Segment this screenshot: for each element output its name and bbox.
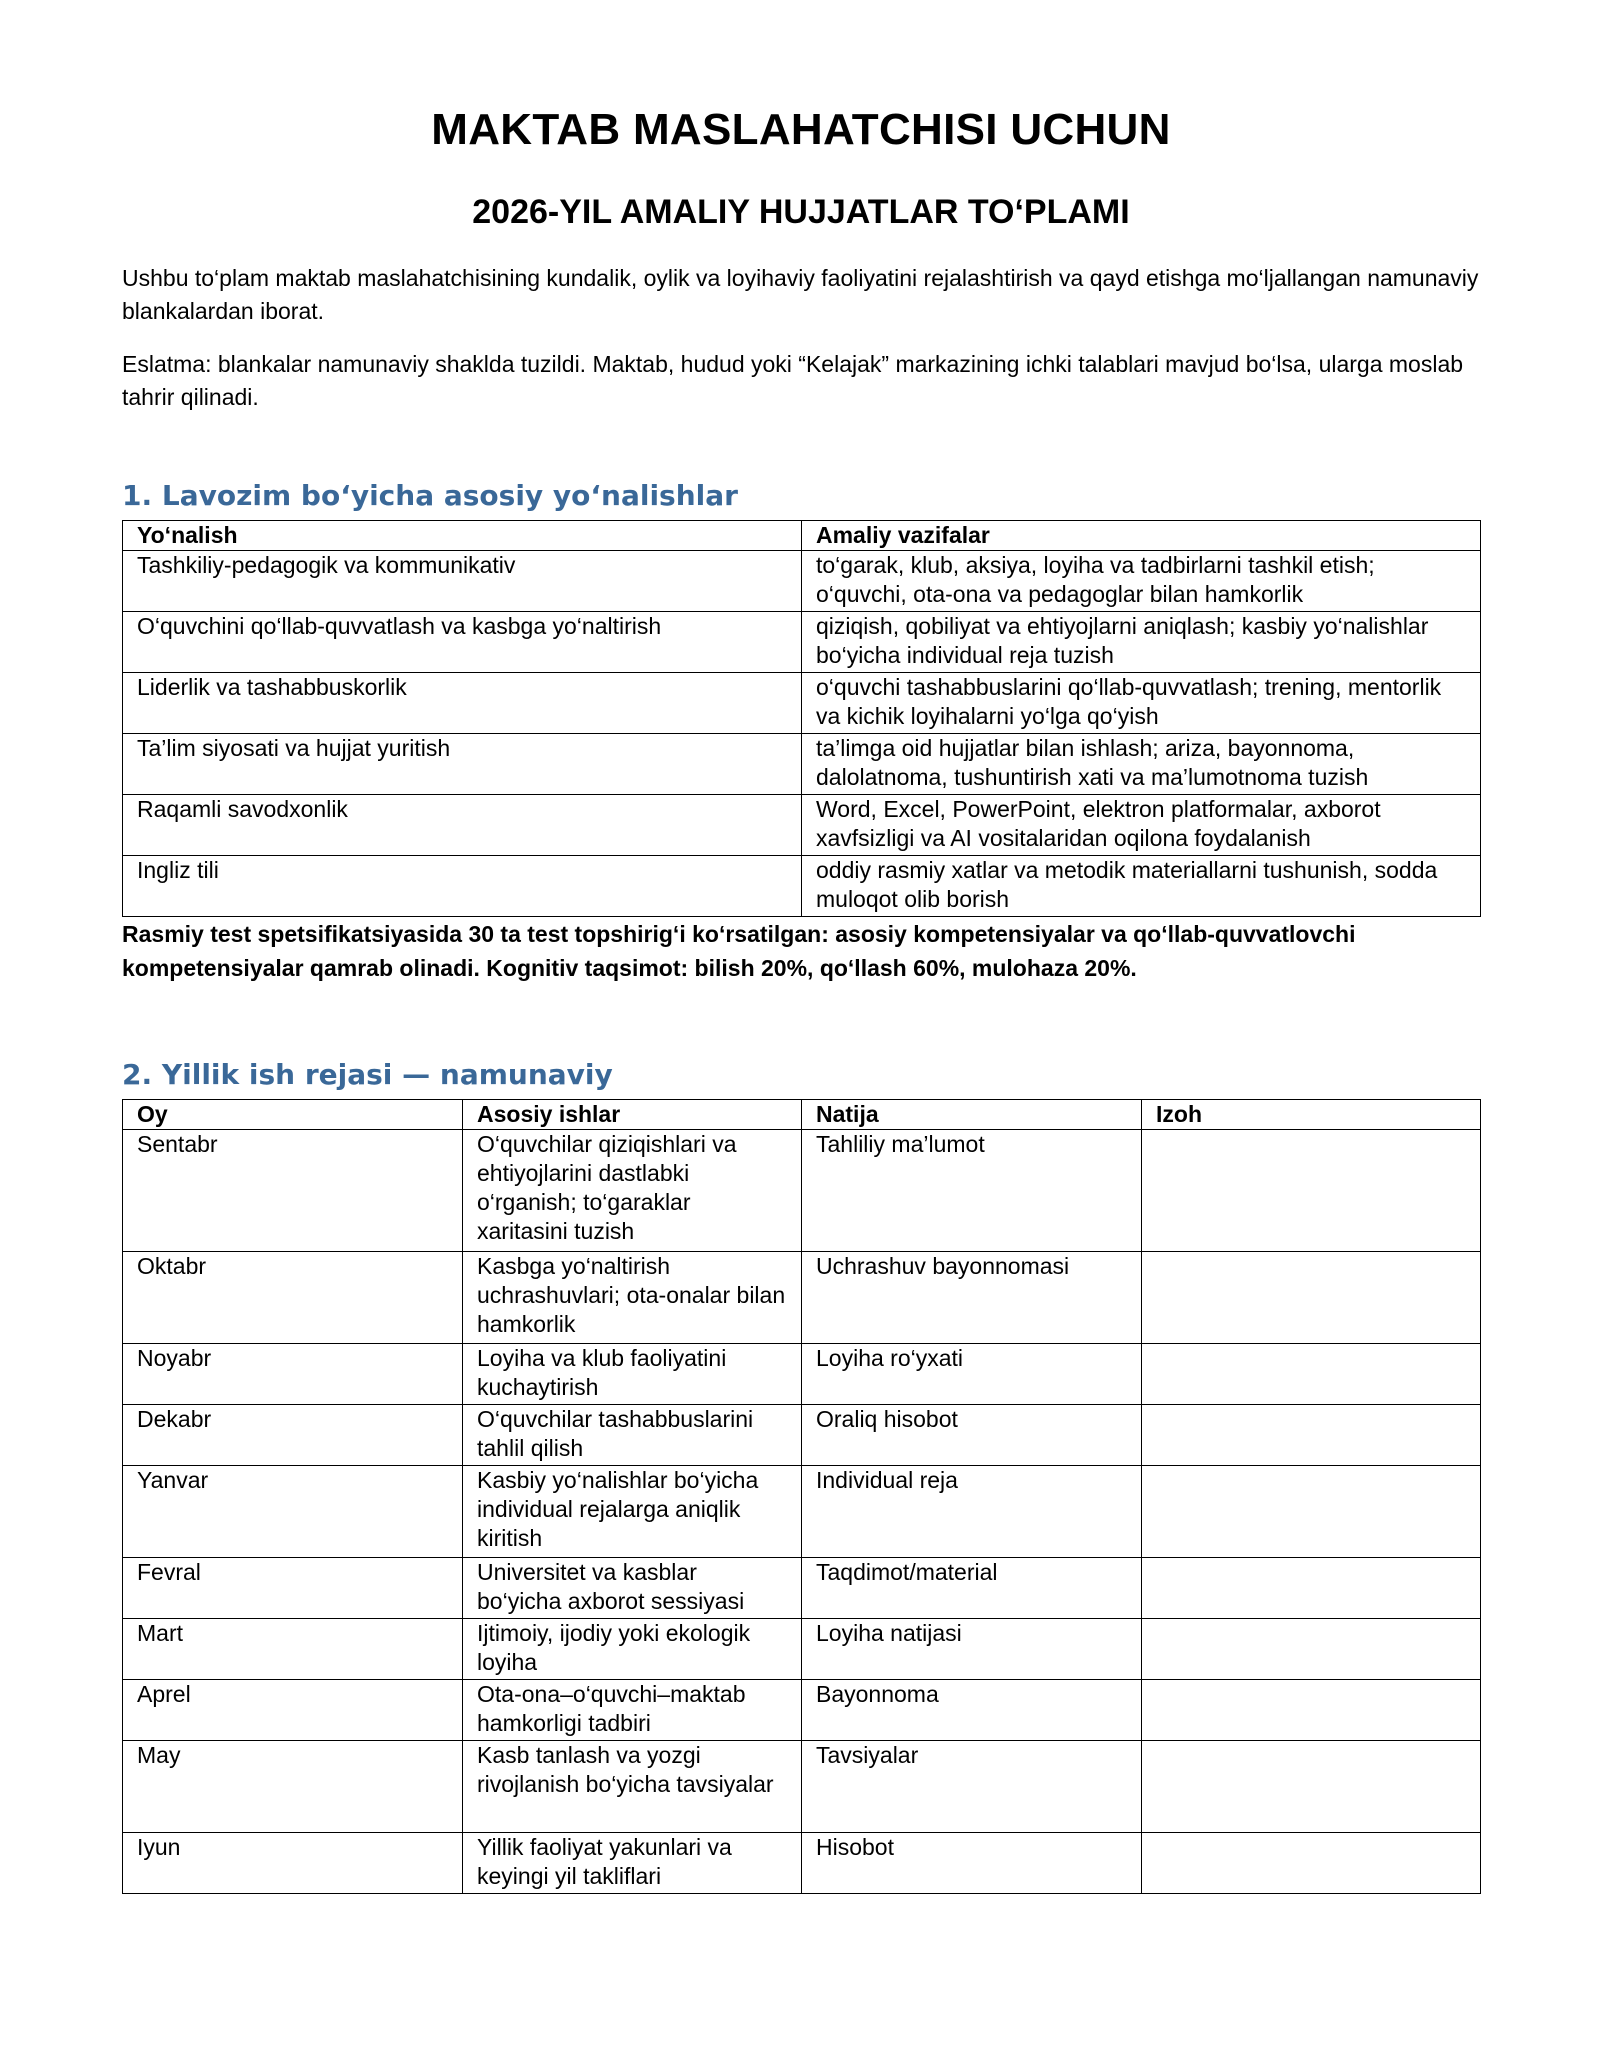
table-cell: Universitet va kasblar bo‘yicha axborot sessiyasi: [463, 1558, 802, 1619]
table-cell: to‘garak, klub, aksiya, loyiha va tadbirlarni tashkil etish; o‘quvchi, ota-ona va pedagoglar bilan hamkorlik: [802, 551, 1481, 612]
table-cell: [1142, 1252, 1481, 1344]
table-row: [123, 1344, 1481, 1405]
table-cell: Kasbiy yo‘nalishlar bo‘yicha individual rejalarga aniqlik kiritish: [463, 1466, 802, 1558]
table-cell: Aprel: [123, 1680, 463, 1741]
table-cell: Noyabr: [123, 1344, 463, 1405]
table-cell: Yanvar: [123, 1466, 463, 1558]
table-row: [123, 551, 1481, 612]
table-row: [123, 795, 1481, 856]
table-cell: Bayonnoma: [802, 1680, 1142, 1741]
table-row: [123, 1680, 1481, 1741]
table-row: [123, 1833, 1481, 1894]
table-cell: Yillik faoliyat yakunlari va keyingi yil takliflari: [463, 1833, 802, 1894]
table-cell: Hisobot: [802, 1833, 1142, 1894]
table-cell: Kasb tanlash va yozgi rivojlanish bo‘yicha tavsiyalar: [463, 1741, 802, 1833]
test-specification-note: Rasmiy test spetsifikatsiyasida 30 ta test topshirig‘i ko‘rsatilgan: asosiy kompetensiyalar va qo‘llab-quvvatlovchi kompetensiyalar qamrab olinadi. Kognitiv taqsimot: bilish 20%, qo‘llash 60%, mulohaza 20%.: [122, 921, 1356, 981]
table-cell: Ota-ona–o‘quvchi–maktab hamkorligi tadbiri: [463, 1680, 802, 1741]
table-cell: O‘quvchilar tashabbuslarini tahlil qilish: [463, 1405, 802, 1466]
table-cell: Tashkiliy-pedagogik va kommunikativ: [123, 551, 802, 612]
table-cell: [1142, 1344, 1481, 1405]
table-cell: [1142, 1833, 1481, 1894]
table-cell: Kasbga yo‘naltirish uchrashuvlari; ota-onalar bilan hamkorlik: [463, 1252, 802, 1344]
table-cell: oddiy rasmiy xatlar va metodik materiallarni tushunish, sodda muloqot olib borish: [802, 856, 1481, 917]
table-cell: Tavsiyalar: [802, 1741, 1142, 1833]
annual-plan-table: [122, 1099, 1481, 1894]
table-cell: Liderlik va tashabbuskorlik: [123, 673, 802, 734]
table-row: [123, 734, 1481, 795]
column-header: Izoh: [1142, 1100, 1481, 1130]
table-row: [123, 1252, 1481, 1344]
table-cell: Ta’lim siyosati va hujjat yuritish: [123, 734, 802, 795]
column-header: Asosiy ishlar: [463, 1100, 802, 1130]
table-row: [123, 1466, 1481, 1558]
table-row: [123, 856, 1481, 917]
table-row: [123, 1558, 1481, 1619]
table-cell: Ingliz tili: [123, 856, 802, 917]
table-row: [123, 1741, 1481, 1833]
table-cell: ta’limga oid hujjatlar bilan ishlash; ariza, bayonnoma, dalolatnoma, tushuntirish xati va ma’lumotnoma tuzish: [802, 734, 1481, 795]
table-cell: Fevral: [123, 1558, 463, 1619]
section-2-heading: 2. Yillik ish rejasi — namunaviy: [122, 1058, 613, 1091]
table-cell: [1142, 1619, 1481, 1680]
section-1-heading: 1. Lavozim bo‘yicha asosiy yo‘nalishlar: [122, 479, 738, 512]
table-cell: [1142, 1405, 1481, 1466]
table-cell: Ijtimoiy, ijodiy yoki ekologik loyiha: [463, 1619, 802, 1680]
table-cell: Iyun: [123, 1833, 463, 1894]
table-header-row: [123, 1100, 1481, 1130]
table-cell: May: [123, 1741, 463, 1833]
column-header: Natija: [802, 1100, 1142, 1130]
note-paragraph: Eslatma: blankalar namunaviy shaklda tuzildi. Maktab, hudud yoki “Kelajak” markazining ichki talablari mavjud bo‘lsa, ularga moslab tahrir qilinadi.: [122, 351, 1464, 410]
table-cell: Taqdimot/material: [802, 1558, 1142, 1619]
document-title: MAKTAB MASLAHATCHISI UCHUN: [431, 105, 1171, 154]
table-cell: o‘quvchi tashabbuslarini qo‘llab-quvvatlash; trening, mentorlik va kichik loyihalarni yo‘lga qo‘yish: [802, 673, 1481, 734]
table-cell: Word, Excel, PowerPoint, elektron platformalar, axborot xavfsizligi va AI vositalaridan oqilona foydalanish: [802, 795, 1481, 856]
column-header: Oy: [123, 1100, 463, 1130]
column-header: Yo‘nalish: [123, 521, 802, 551]
table-row: [123, 612, 1481, 673]
intro-paragraph: Ushbu to‘plam maktab maslahatchisining kundalik, oylik va loyihaviy faoliyatini rejalashtirish va qayd etishga mo‘ljallangan namunaviy blankalardan iborat.: [122, 265, 1479, 324]
column-header: Amaliy vazifalar: [802, 521, 1481, 551]
table-row: [123, 1405, 1481, 1466]
document-subtitle: 2026-YIL AMALIY HUJJATLAR TO‘PLAMI: [472, 193, 1130, 231]
table-cell: O‘quvchini qo‘llab-quvvatlash va kasbga yo‘naltirish: [123, 612, 802, 673]
table-cell: [1142, 1466, 1481, 1558]
table-cell: Loyiha natijasi: [802, 1619, 1142, 1680]
table-cell: Mart: [123, 1619, 463, 1680]
table-cell: O‘quvchilar qiziqishlari va ehtiyojlarini dastlabki o‘rganish; to‘garaklar xaritasini tuzish: [463, 1130, 802, 1252]
table-row: [123, 673, 1481, 734]
directions-table: [122, 520, 1481, 917]
table-cell: Tahliliy ma’lumot: [802, 1130, 1142, 1252]
table-cell: Loyiha ro‘yxati: [802, 1344, 1142, 1405]
table-cell: Loyiha va klub faoliyatini kuchaytirish: [463, 1344, 802, 1405]
table-cell: Oraliq hisobot: [802, 1405, 1142, 1466]
table-cell: [1142, 1558, 1481, 1619]
table-header-row: [123, 521, 1481, 551]
table-row: [123, 1130, 1481, 1252]
document-page: [122, 100, 1480, 1894]
table-cell: Uchrashuv bayonnomasi: [802, 1252, 1142, 1344]
table-cell: Dekabr: [123, 1405, 463, 1466]
table-cell: [1142, 1680, 1481, 1741]
table-cell: Raqamli savodxonlik: [123, 795, 802, 856]
table-cell: [1142, 1130, 1481, 1252]
table-cell: Sentabr: [123, 1130, 463, 1252]
table-cell: Oktabr: [123, 1252, 463, 1344]
table-cell: [1142, 1741, 1481, 1833]
table-cell: qiziqish, qobiliyat va ehtiyojlarni aniqlash; kasbiy yo‘nalishlar bo‘yicha individual reja tuzish: [802, 612, 1481, 673]
table-row: [123, 1619, 1481, 1680]
table-cell: Individual reja: [802, 1466, 1142, 1558]
